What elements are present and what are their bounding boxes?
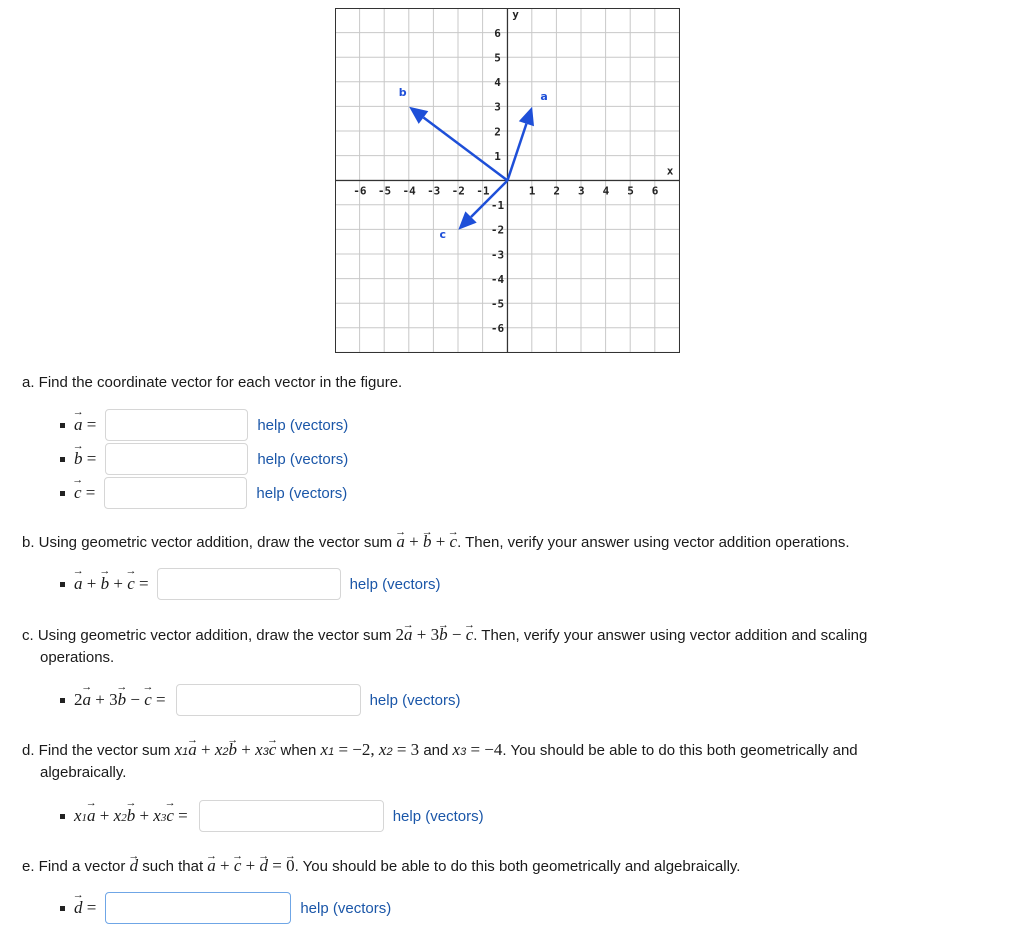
label-d: → d = [74,898,96,918]
bullet [60,491,65,496]
vector-b-input[interactable] [105,443,248,475]
linear-combination-input[interactable] [199,800,384,832]
label-a: → a = [74,415,96,435]
x-tick-label: 4 [602,184,610,198]
answer-row-scaled [60,685,460,715]
vector-d-input[interactable] [105,892,291,924]
help-vectors-link[interactable]: help (vectors) [349,575,441,593]
part-b-question: b. Using geometric vector addition, draw the vector sum → a + → b + → c. Then, verify your answer using vector addition operations. [22,530,850,554]
y-tick-label: 4 [494,76,501,90]
x-tick-label: 3 [577,184,585,198]
vector-c-label: c [439,227,447,241]
y-tick-label: 1 [494,149,501,163]
help-vectors-link[interactable]: help (vectors) [392,807,484,825]
x-tick-label: -3 [427,184,441,198]
x-tick-label: -6 [353,184,367,198]
bullet [60,582,65,587]
sum-abc-input[interactable] [157,568,341,600]
bullet [60,814,65,819]
x-tick-label: 5 [627,184,634,198]
scaled-sum-input[interactable] [176,684,361,716]
help-vectors-link[interactable]: help (vectors) [257,416,349,434]
bullet [60,698,65,703]
answer-row-linear [60,801,484,831]
y-tick-label: 5 [494,51,501,65]
y-tick-label: 6 [494,26,501,40]
answer-row-d [60,893,391,923]
vector-a-line [508,124,527,181]
vector-a-input[interactable] [105,409,248,441]
x-tick-label: 6 [651,184,659,198]
part-c-question-line2: operations. [40,649,115,666]
label-b: → b = [74,449,96,469]
vector-a-label: a [540,89,548,103]
y-axis-label: y [512,8,519,21]
y-tick-label: -3 [490,248,505,262]
vector-a-arrowhead [519,107,534,127]
answer-row-b [60,444,348,474]
x-tick-label: 1 [528,184,536,198]
bullet [60,423,65,428]
y-tick-label: -5 [490,297,505,311]
part-e-question: e. Find a vector → d such that → a + → c + → d = → 0. You should be able to do this both geometrically and algebraically. [22,854,740,878]
y-tick-label: -2 [490,223,505,237]
label-c: → c = [74,483,95,503]
answer-row-sum [60,569,440,599]
vector-b-label: b [398,85,407,99]
bullet [60,906,65,911]
part-d-question: d. Find the vector sum x1→ a + x2→ b + x3→ c when x1 = −2, x2 = 3 and x3 = −4. You should be able to do this both geometrically and [22,738,858,764]
x-axis-label: x [666,164,674,178]
y-tick-label: 2 [494,125,501,139]
x-tick-label: -4 [402,184,416,198]
part-c-question: c. Using geometric vector addition, draw the vector sum 2→ a + 3→ b − → c. Then, verify your answer using vector addition and scaling [22,623,867,647]
y-tick-label: -1 [490,199,505,213]
help-vectors-link[interactable]: help (vectors) [369,691,461,709]
vector-graph [335,8,680,353]
answer-row-c [60,478,347,508]
part-a-question: a. Find the coordinate vector for each vector in the figure. [22,374,403,391]
answer-row-a [60,410,348,440]
x-tick-label: 2 [553,184,561,198]
vector-c-input[interactable] [104,477,247,509]
y-tick-label: -4 [490,272,505,286]
x-tick-label: -5 [377,184,392,198]
x-tick-label: -1 [476,184,490,198]
y-tick-label: 3 [494,100,501,114]
label-sum: → a + → b + → c = [74,574,149,594]
x-tick-label: -2 [451,184,465,198]
label-linear: x1→ a + x2→ b + x3→ c = [74,806,188,826]
help-vectors-link[interactable]: help (vectors) [256,484,348,502]
help-vectors-link[interactable]: help (vectors) [300,899,392,917]
y-tick-label: -6 [490,322,505,336]
bullet [60,457,65,462]
vector-b-arrowhead [409,107,428,124]
part-d-question-line2: algebraically. [40,764,127,781]
label-scaled: 2→ a + 3→ b − → c = [74,690,166,710]
help-vectors-link[interactable]: help (vectors) [257,450,349,468]
coordinate-grid [335,8,680,353]
